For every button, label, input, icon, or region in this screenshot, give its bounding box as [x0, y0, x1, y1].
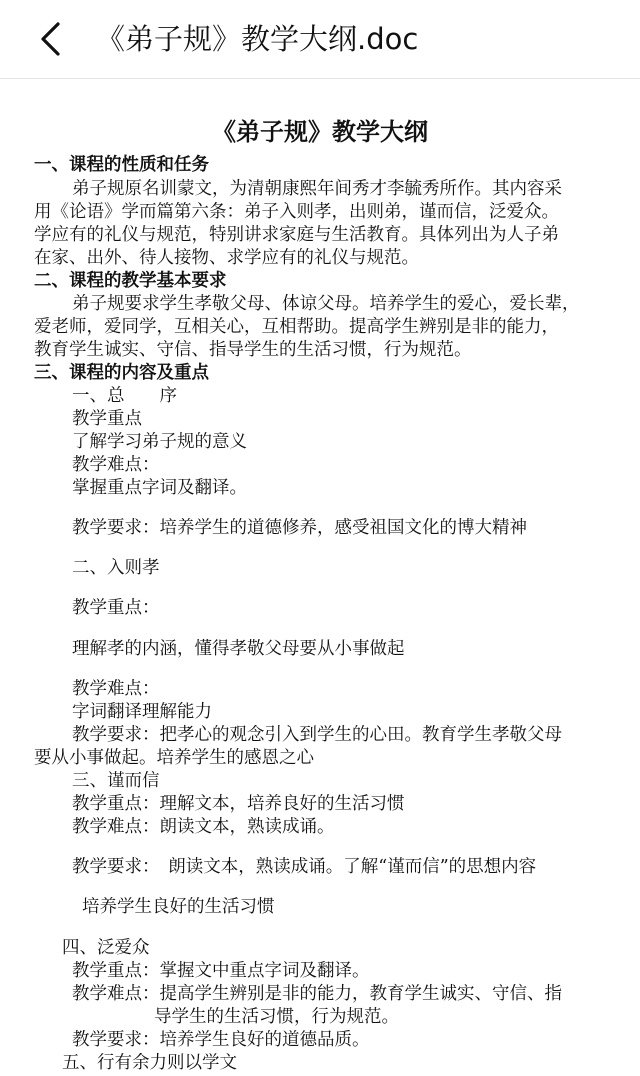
document-title: 《弟子规》教学大纲	[212, 117, 428, 146]
paragraph-line: 字词翻译理解能力	[72, 702, 212, 722]
section-heading: 三、课程的内容及重点	[34, 363, 209, 383]
paragraph-line: 要从小事做起。培养学生的感恩之心	[34, 748, 314, 768]
paragraph-line: 了解学习弟子规的意义	[72, 432, 247, 452]
paragraph-line: 培养学生良好的生活习惯	[82, 897, 275, 917]
paragraph-line: 教学要求： 朗读文本，熟读成诵。了解“谨而信”的思想内容	[72, 857, 537, 877]
subsection-heading: 四、泛爱众	[62, 938, 150, 958]
paragraph-line: 教学要求：培养学生的道德修养，感受祖国文化的博大精神	[72, 518, 527, 538]
paragraph-line: 教学难点：朗读文本，熟读成诵。	[72, 817, 335, 837]
paragraph-line: 教学难点：提高学生辨别是非的能力，教育学生诚实、守信、指	[72, 984, 562, 1004]
chevron-left-icon	[28, 16, 74, 62]
subsection-heading: 三、谨而信	[72, 771, 160, 791]
paragraph-line: 弟子规要求学生孝敬父母、体谅父母。培养学生的爱心，爱长辈，	[72, 294, 580, 314]
paragraph-line: 教学要求：培养学生良好的道德品质。	[72, 1030, 370, 1050]
back-button[interactable]	[28, 16, 74, 62]
paragraph-line: 教学难点：	[72, 679, 160, 699]
paragraph-line: 导学生的生活习惯，行为规范。	[154, 1007, 399, 1027]
paragraph-line: 理解孝的内涵，懂得孝敬父母要从小事做起	[72, 639, 405, 659]
paragraph-line: 教学重点	[72, 409, 142, 429]
paragraph-line: 弟子规原名训蒙文，为清朝康熙年间秀才李毓秀所作。其内容采	[72, 179, 562, 199]
top-bar	[0, 0, 640, 79]
section-heading: 二、课程的教学基本要求	[34, 271, 227, 291]
paragraph-line: 教学重点：	[72, 598, 160, 618]
paragraph-line: 教学难点：	[72, 455, 160, 475]
paragraph-line: 教学重点：理解文本，培养良好的生活习惯	[72, 794, 405, 814]
paragraph-line: 爱老师，爱同学，互相关心，互相帮助。提高学生辨别是非的能力，	[34, 317, 559, 337]
document-filename: 《弟子规》教学大纲.doc	[96, 22, 419, 56]
subsection-heading: 二、入则孝	[72, 558, 160, 578]
document-page[interactable]	[0, 80, 640, 1076]
subsection-heading: 五、行有余力则以学文	[62, 1053, 237, 1073]
subsection-heading: 一、总 序	[72, 386, 177, 406]
paragraph-line: 教育学生诚实、守信、指导学生的生活习惯，行为规范。	[34, 340, 472, 360]
paragraph-line: 教学要求：把孝心的观念引入到学生的心田。教育学生孝敬父母	[72, 725, 562, 745]
paragraph-line: 教学重点：掌握文中重点字词及翻译。	[72, 961, 370, 981]
paragraph-line: 掌握重点字词及翻译。	[72, 478, 247, 498]
paragraph-line: 用《论语》学而篇第六条：弟子入则孝，出则弟，谨而信，泛爱众。	[34, 202, 559, 222]
section-heading: 一、课程的性质和任务	[34, 155, 209, 175]
paragraph-line: 在家、出外、待人接物、求学应有的礼仪与规范。	[34, 248, 419, 268]
paragraph-line: 学应有的礼仪与规范，特别讲求家庭与生活教育。具体列出为人子弟	[34, 225, 559, 245]
